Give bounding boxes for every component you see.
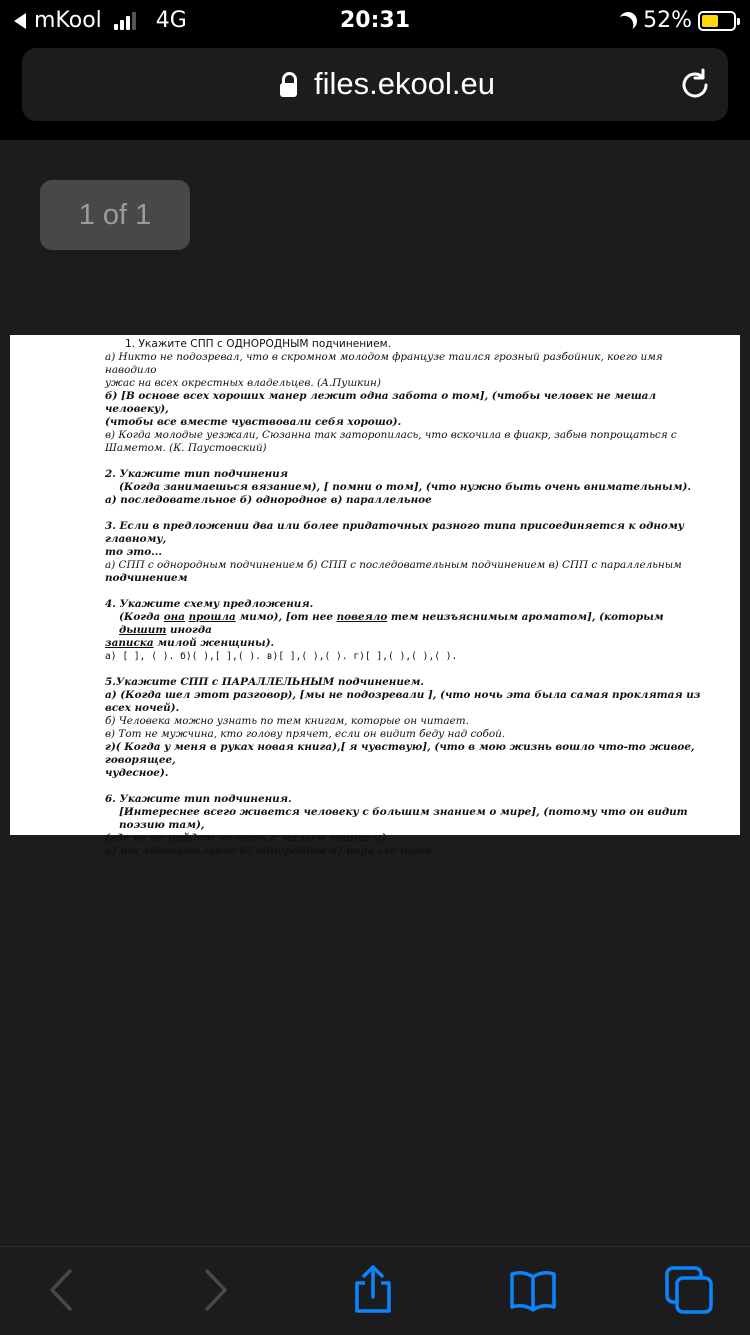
back-button[interactable] <box>37 1265 87 1315</box>
book-icon <box>508 1265 558 1315</box>
q5-heading: 5.Укажите СПП с ПАРАЛЛЕЛЬНЫМ подчинением. <box>105 676 425 688</box>
tabs-button[interactable] <box>664 1265 714 1315</box>
q1-option-c: в) Когда молодые уезжали, Сюзанна так заторопилась, что вскочила в фиакр, забыв попрощаться с <box>105 429 677 441</box>
q5-option-d: г)( Когда у меня в руках новая книга),[ я чувствую], (что в мою жизнь вошло что-то живое, говорящее, <box>105 741 695 766</box>
q2-options: а) последовательное б) однородное в) параллельное <box>105 494 432 506</box>
q6-options: а) последовательное б) однородное в) параллельное <box>105 845 432 857</box>
q4-heading: 4. Укажите схему предложения. <box>105 598 314 610</box>
page-counter: 1 of 1 <box>40 180 190 250</box>
bottom-toolbar <box>0 1246 750 1335</box>
q5-option-c: в) Тот не мужчина, кто голову прячет, если он видит беду над собой. <box>105 728 506 740</box>
status-right <box>619 8 736 33</box>
q1-option-b: б) [В основе всех хороших манер лежит одна забота о том], (чтобы человек не мешал человеку), <box>105 390 657 415</box>
q5-option-a: а) (Когда шел этот разговор), [мы не подозревали ], (что ночь эта была самая проклятая из всех ночей). <box>105 689 701 714</box>
tabs-icon <box>664 1265 714 1315</box>
q1-option-a: а) Никто не подозревал, что в скромном молодом французе таился грозный разбойник, коего имя наводило <box>105 351 663 376</box>
carrier-name: mKool <box>34 8 102 33</box>
moon-icon <box>616 9 640 33</box>
address-bar[interactable] <box>22 48 728 121</box>
q6-heading: 6. Укажите тип подчинения. <box>105 793 292 805</box>
share-button[interactable] <box>348 1265 398 1315</box>
q3-question: 3. Если в предложении два или более придаточных разного типа присоединяется к одному главному, <box>105 520 684 545</box>
q4-sentence: (Когда она прошла мимо), [от нее повеяло тем неизъяснимым ароматом], (которым дышит иногда <box>119 611 664 636</box>
q3-options: а) СПП с однородным подчинением б) СПП с последовательным подчинением в) СПП с параллельным <box>105 559 682 571</box>
q1-option-c-cont: Шаметом. (К. Паустовский) <box>105 442 267 454</box>
forward-button[interactable] <box>190 1265 240 1315</box>
pdf-viewer[interactable] <box>0 140 750 1246</box>
reload-icon[interactable] <box>676 66 714 104</box>
clock: 20:31 <box>339 8 411 33</box>
q5-option-b: б) Человека можно узнать по тем книгам, которые он читает. <box>105 715 469 727</box>
q5-option-d-cont: чудесное). <box>105 767 169 779</box>
url-text[interactable]: files.ekool.eu <box>314 66 495 101</box>
q1-option-b-cont: (чтобы все вместе чувствовали себя хорошо). <box>105 416 402 428</box>
chevron-right-icon <box>190 1265 240 1315</box>
browser-header <box>0 40 750 140</box>
battery-percent: 52% <box>643 8 692 33</box>
bookmarks-button[interactable] <box>508 1265 558 1315</box>
chevron-left-icon <box>37 1265 87 1315</box>
share-icon <box>348 1265 398 1315</box>
network-type: 4G <box>155 8 187 33</box>
q1-option-a-cont: ужас на всех окрестных владельцев. (А.Пушкин) <box>105 377 381 389</box>
q4-schemes: а) [ ], ( ). б)( ),[ ],( ). в)[ ],( ),( ). г)[ ],( ),( ),( ). <box>105 651 458 662</box>
battery-icon <box>698 11 736 31</box>
q6-sentence: [Интереснее всего живется человеку с большим знанием о мире], (потому что он видит поэзию там), <box>119 806 688 831</box>
battery-level <box>702 15 718 27</box>
q2-sentence: (Когда занимаешься вязанием), [ помни о том], (что нужно быть очень внимательным). <box>119 481 691 493</box>
q2-heading: 2. Укажите тип подчинения <box>105 468 289 480</box>
status-bar <box>0 0 750 40</box>
document-page <box>10 335 740 857</box>
q6-sentence-cont: (где ее не найдет человек с малым знанием). <box>105 832 391 844</box>
q3-question-cont: то это... <box>105 546 163 558</box>
lock-icon <box>280 72 297 98</box>
q3-options-cont: подчинением <box>105 572 188 584</box>
q1-heading: 1. Укажите СПП с ОДНОРОДНЫМ подчинением. <box>125 338 391 350</box>
q4-sentence-cont: записка милой женщины). <box>105 637 275 649</box>
